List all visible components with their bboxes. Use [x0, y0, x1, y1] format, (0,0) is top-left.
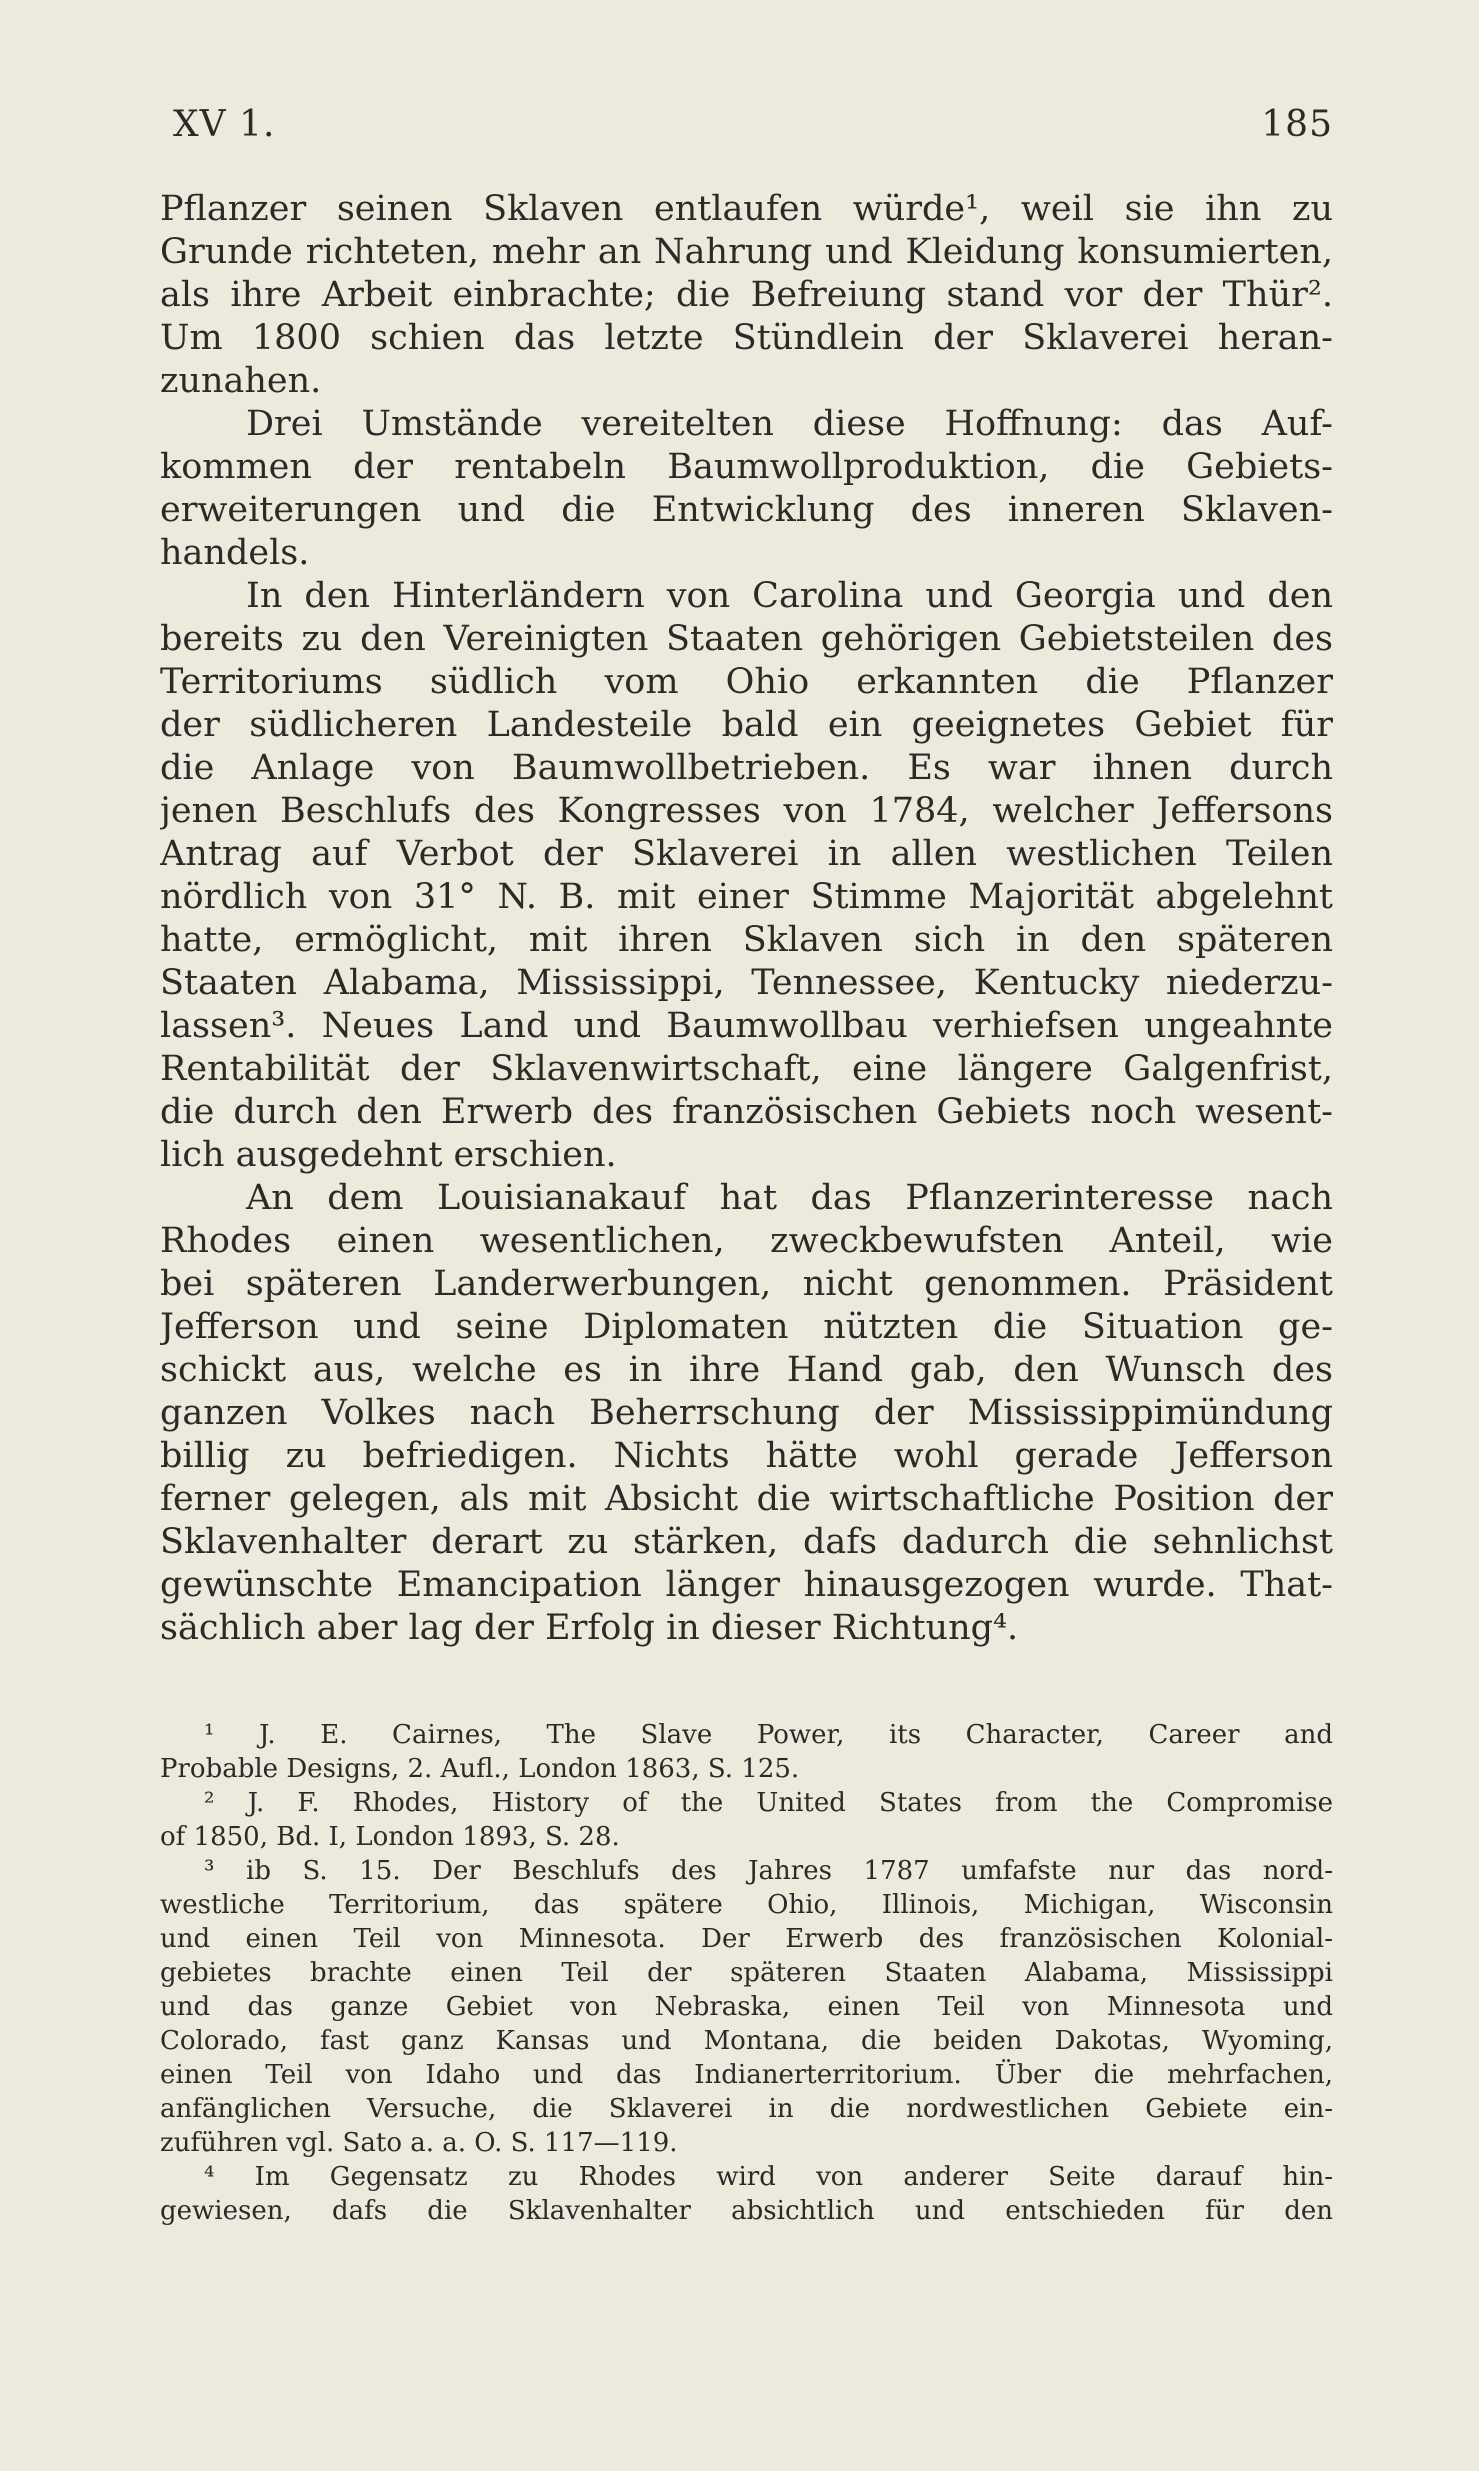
text-line: bei späteren Landerwerbungen, nicht genommen. Präsident	[160, 1264, 1333, 1304]
text-line: hatte, ermöglicht, mit ihren Sklaven sich in den späteren	[160, 920, 1333, 960]
text-line: schickt aus, welche es in ihre Hand gab, den Wunsch des	[160, 1350, 1333, 1390]
footnote-line: gewiesen, dafs die Sklavenhalter absichtlich und entschieden für den	[160, 2196, 1333, 2226]
footnote-line: zuführen vgl. Sato a. a. O. S. 117—119.	[160, 2128, 678, 2158]
text-line: die Anlage von Baumwollbetrieben. Es war ihnen durch	[160, 748, 1333, 788]
footnote-line: Colorado, fast ganz Kansas und Montana, die beiden Dakotas, Wyoming,	[160, 2026, 1333, 2056]
text-line: Sklavenhalter derart zu stärken, dafs dadurch die sehnlichst	[160, 1522, 1333, 1562]
text-line: lich ausgedehnt erschien.	[160, 1135, 617, 1175]
text-line: billig zu befriedigen. Nichts hätte wohl gerade Jefferson	[160, 1436, 1333, 1476]
footnotes	[160, 1718, 1333, 2228]
footnote-line: anfänglichen Versuche, die Sklaverei in die nordwestlichen Gebiete ein-	[160, 2094, 1333, 2124]
text-line: In den Hinterländern von Carolina und Georgia und den	[246, 576, 1333, 616]
text-line: Rentabilität der Sklavenwirtschaft, eine längere Galgenfrist,	[160, 1049, 1333, 1089]
text-line: als ihre Arbeit einbrachte; die Befreiung stand vor der Thür².	[160, 275, 1333, 315]
footnote-line: ³ ib S. 15. Der Beschlufs des Jahres 1787 umfafste nur das nord-	[204, 1856, 1333, 1886]
text-line: Territoriums südlich vom Ohio erkannten die Pflanzer	[160, 662, 1333, 702]
text-line: Um 1800 schien das letzte Stündlein der Sklaverei heran-	[160, 318, 1333, 358]
footnote-line: ⁴ Im Gegensatz zu Rhodes wird von anderer Seite darauf hin-	[204, 2162, 1333, 2192]
page-number: 185	[1261, 104, 1333, 145]
text-line: erweiterungen und die Entwicklung des inneren Sklaven-	[160, 490, 1333, 530]
text-line: Pflanzer seinen Sklaven entlaufen würde¹, weil sie ihn zu	[160, 189, 1333, 229]
text-line: sächlich aber lag der Erfolg in dieser Richtung⁴.	[160, 1608, 1019, 1648]
text-line: Jefferson und seine Diplomaten nützten die Situation ge-	[160, 1307, 1333, 1347]
footnote-line: einen Teil von Idaho und das Indianerterritorium. Über die mehrfachen,	[160, 2060, 1333, 2090]
text-line: jenen Beschlufs des Kongresses von 1784, welcher Jeffersons	[160, 791, 1333, 831]
footnote-line: of 1850, Bd. I, London 1893, S. 28.	[160, 1822, 620, 1852]
text-line: bereits zu den Vereinigten Staaten gehörigen Gebietsteilen des	[160, 619, 1333, 659]
footnote-line: gebietes brachte einen Teil der späteren Staaten Alabama, Mississippi	[160, 1958, 1333, 1988]
footnote-line: westliche Territorium, das spätere Ohio, Illinois, Michigan, Wisconsin	[160, 1890, 1333, 1920]
text-line: die durch den Erwerb des französischen Gebiets noch wesent-	[160, 1092, 1333, 1132]
text-line: zunahen.	[160, 361, 322, 401]
footnote-line: ² J. F. Rhodes, History of the United States from the Compromise	[204, 1788, 1333, 1818]
text-line: Antrag auf Verbot der Sklaverei in allen westlichen Teilen	[160, 834, 1333, 874]
text-line: ferner gelegen, als mit Absicht die wirtschaftliche Position der	[160, 1479, 1333, 1519]
text-line: Staaten Alabama, Mississippi, Tennessee, Kentucky niederzu-	[160, 963, 1333, 1003]
text-line: lassen³. Neues Land und Baumwollbau verhiefsen ungeahnte	[160, 1006, 1333, 1046]
text-line: ganzen Volkes nach Beherrschung der Mississippimündung	[160, 1393, 1333, 1433]
footnote-line: und das ganze Gebiet von Nebraska, einen Teil von Minnesota und	[160, 1992, 1333, 2022]
text-line: handels.	[160, 533, 310, 573]
text-line: Rhodes einen wesentlichen, zweckbewufsten Anteil, wie	[160, 1221, 1333, 1261]
running-head: XV 1.	[173, 104, 276, 145]
text-line: nördlich von 31° N. B. mit einer Stimme Majorität abgelehnt	[160, 877, 1333, 917]
text-line: gewünschte Emancipation länger hinausgezogen wurde. That-	[160, 1565, 1333, 1605]
text-line: der südlicheren Landesteile bald ein geeignetes Gebiet für	[160, 705, 1333, 745]
footnote-line: Probable Designs, 2. Aufl., London 1863, S. 125.	[160, 1754, 800, 1784]
footnote-line: ¹ J. E. Cairnes, The Slave Power, its Character, Career and	[204, 1720, 1333, 1750]
text-line: kommen der rentabeln Baumwollproduktion, die Gebiets-	[160, 447, 1333, 487]
footnote-line: und einen Teil von Minnesota. Der Erwerb des französischen Kolonial-	[160, 1924, 1333, 1954]
text-line: An dem Louisianakauf hat das Pflanzerinteresse nach	[246, 1178, 1333, 1218]
text-line: Grunde richteten, mehr an Nahrung und Kleidung konsumierten,	[160, 232, 1333, 272]
text-line: Drei Umstände vereitelten diese Hoffnung: das Auf-	[246, 404, 1333, 444]
body-text	[160, 188, 1333, 1650]
page-header	[173, 96, 1333, 156]
